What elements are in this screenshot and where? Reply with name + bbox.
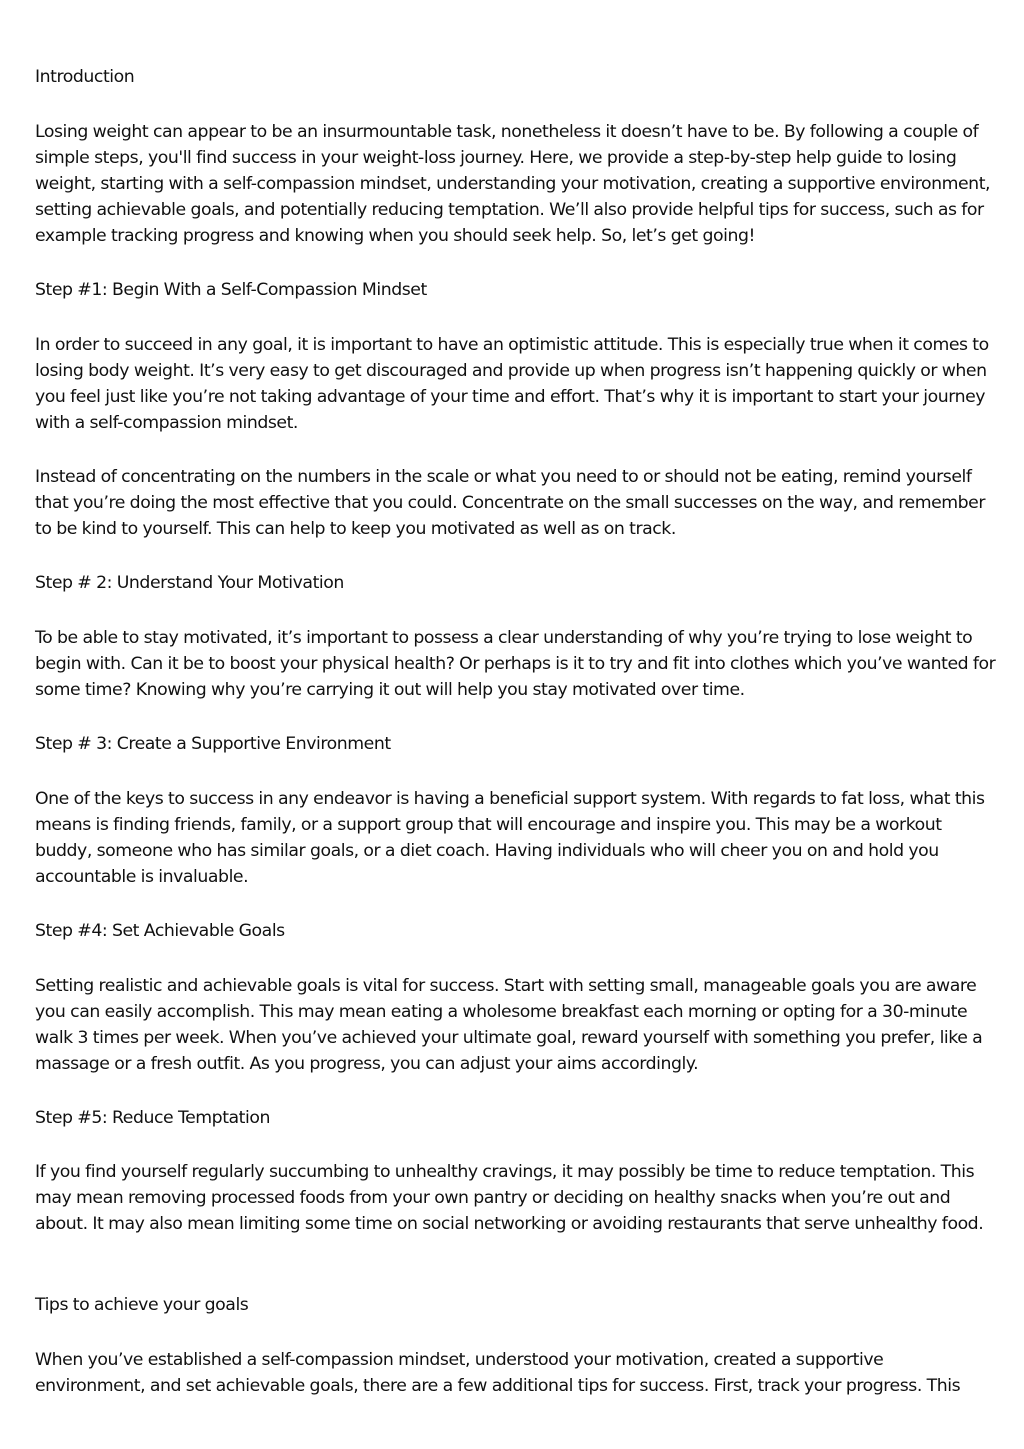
paragraph-step-1-b: Instead of concentrating on the numbers in the scale or what you need to or should not be eating, remind yourself that you’re doing the most effective that you could. Concentrate on the small successes on the way, and remember to be kind to yourself. This can help to keep you motivated as well as on track. [35, 467, 986, 539]
heading-step-4: Step #4: Set Achievable Goals [35, 921, 285, 941]
heading-step-5: Step #5: Reduce Temptation [35, 1108, 270, 1128]
paragraph-step-5: If you find yourself regularly succumbing to unhealthy cravings, it may possibly be time to reduce temptation. This may mean removing processed foods from your own pantry or deciding on healthy snacks when you’re out and about. It may also mean limiting some time on social networking or avoiding restaurants that serve unhealthy food. [35, 1162, 984, 1234]
paragraph-step-2: To be able to stay motivated, it’s important to possess a clear understanding of why you’re trying to lose weight to begin with. Can it be to boost your physical health? Or perhaps is it to try and fit into clothes which you’ve wanted for some time? Knowing why you’re carrying it out will help you stay motivated over time. [35, 628, 996, 700]
paragraph-step-1-a: In order to succeed in any goal, it is important to have an optimistic attitude. This is especially true when it comes to losing body weight. It’s very easy to get discouraged and provide up when progress isn’t happening quickly or when you feel just like you’re not taking advantage of your time and effort. That’s why it is important to start your journey with a self-compassion mindset. [35, 335, 989, 433]
heading-step-1: Step #1: Begin With a Self-Compassion Mindset [35, 280, 427, 300]
heading-step-2: Step # 2: Understand Your Motivation [35, 573, 344, 593]
heading-tips: Tips to achieve your goals [35, 1295, 249, 1315]
heading-step-3: Step # 3: Create a Supportive Environment [35, 734, 391, 754]
paragraph-step-3: One of the keys to success in any endeavor is having a beneficial support system. With regards to fat loss, what this means is finding friends, family, or a support group that will encourage and inspire you. This may be a workout buddy, someone who has similar goals, or a diet coach. Having individuals who will cheer you on and hold you accountable is invaluable. [35, 789, 985, 887]
paragraph-tips: When you’ve established a self-compassion mindset, understood your motivation, created a supportive environment, and set achievable goals, there are a few additional tips for success. First, track your progress. This [35, 1350, 961, 1396]
paragraph-introduction: Losing weight can appear to be an insurmountable task, nonetheless it doesn’t have to be. By following a couple of simple steps, you'll find success in your weight-loss journey. Here, we provide a step-by-step help guide to losing weight, starting with a self-compassion mindset, understanding your motivation, creating a supportive environment, setting achievable goals, and potentially reducing temptation. We’ll also provide helpful tips for success, such as for example tracking progress and knowing when you should seek help. So, let’s get going! [35, 122, 991, 246]
paragraph-step-4: Setting realistic and achievable goals is vital for success. Start with setting small, manageable goals you are aware you can easily accomplish. This may mean eating a wholesome breakfast each morning or opting for a 30-minute walk 3 times per week. When you’ve achieved your ultimate goal, reward yourself with something you prefer, like a massage or a fresh outfit. As you progress, you can adjust your aims accordingly. [35, 976, 983, 1074]
heading-introduction: Introduction [35, 67, 135, 87]
